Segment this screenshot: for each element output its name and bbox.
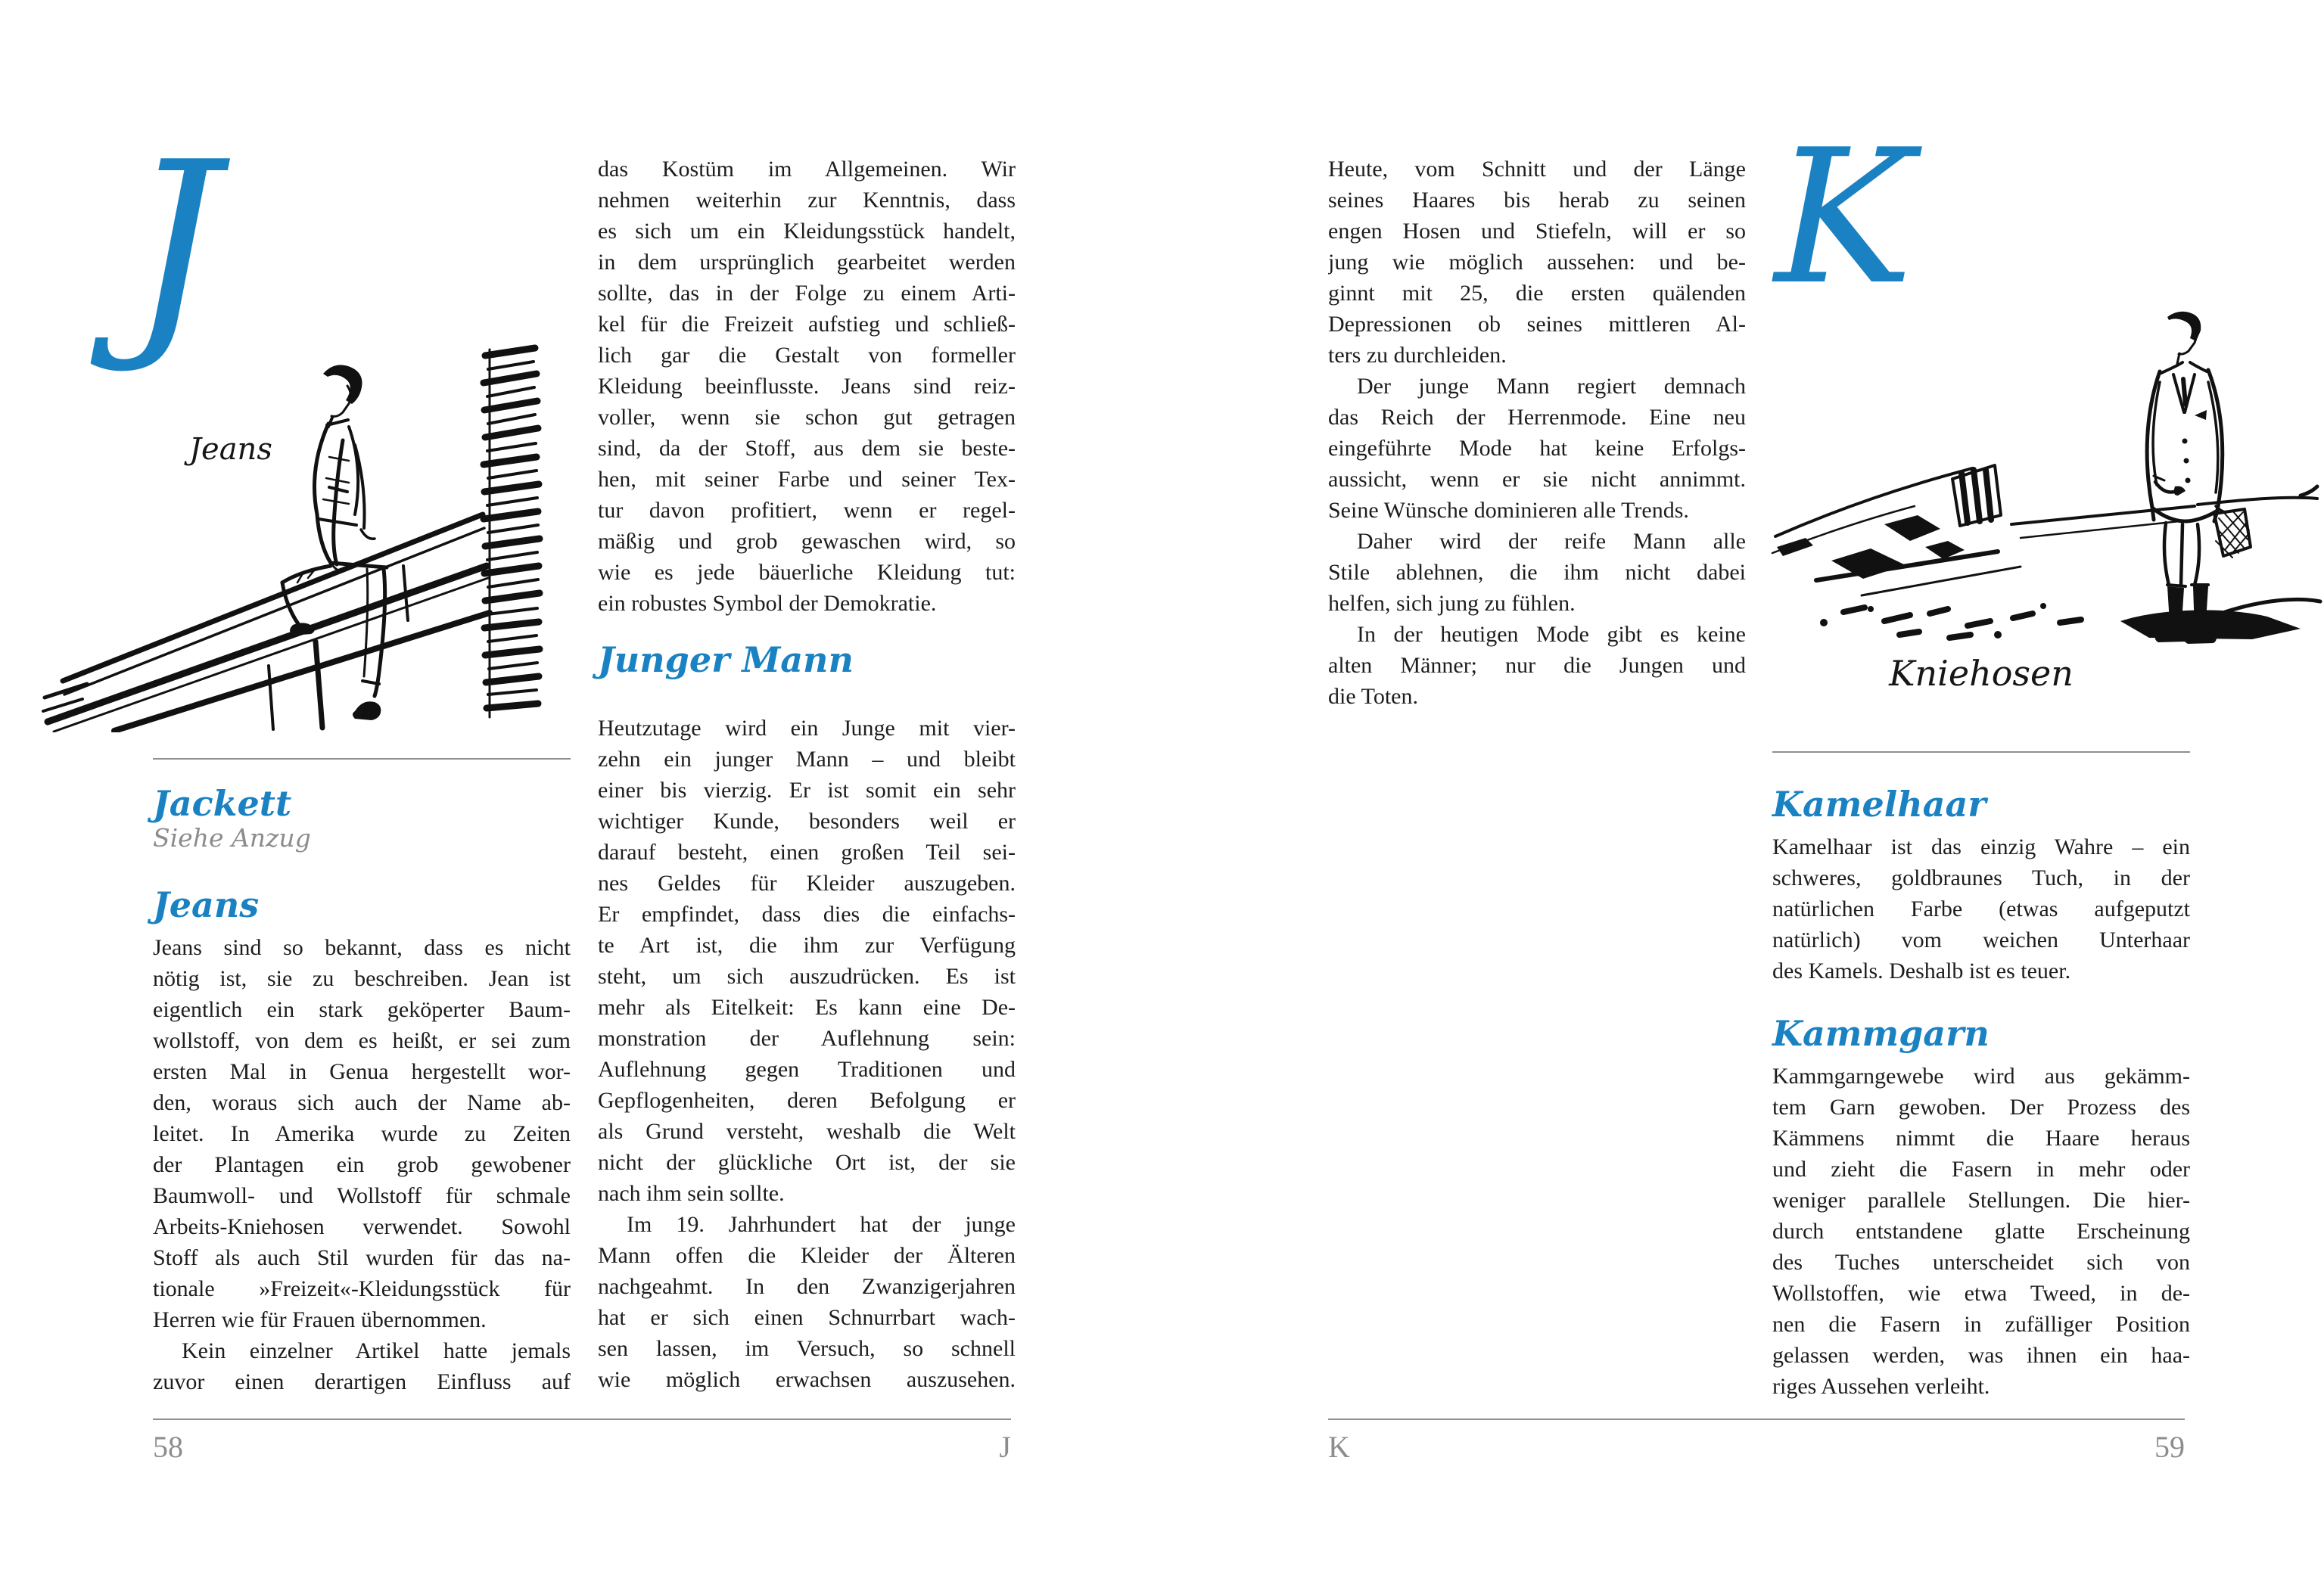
text-line: nachgeahmt. In den Zwanzigerjahren [598,1274,1016,1299]
left-page-column-2 [598,154,1016,1395]
text-line: Herren wie für Frauen übernommen. [153,1307,487,1332]
text-line: und zieht die Fasern in mehr oder [1772,1157,2190,1182]
page-number-right: 59 [2154,1430,2185,1464]
text-line: darauf besteht, einen großen Teil sei- [598,840,1016,865]
text-line: Er empfindet, dass dies die einfachs- [598,902,1016,927]
text-line: die Toten. [1328,684,1418,709]
text-line: Mann offen die Kleider der Älteren [598,1243,1016,1268]
section-letter-k: K [1775,110,1914,325]
footer-section-letter-left: J [999,1430,1011,1464]
text-line: des Kamels. Deshalb ist es teuer. [1772,959,2071,983]
text-line: Kamelhaar ist das einzig Wahre – ein [1772,834,2190,859]
text-line: wollstoff, von dem es heißt, er sei zum [153,1028,571,1053]
text-line: Gepflogenheiten, deren Befolgung er [598,1088,1016,1113]
text-line: tem Garn gewoben. Der Prozess des [1772,1095,2190,1120]
entry-heading-kammgarn: Kammgarn [1772,1013,1990,1054]
text-line: nes Geldes für Kleider auszugeben. [598,871,1016,896]
kniehosen-illustration [1771,297,2324,645]
text-line: Depressionen ob seines mittleren Al- [1328,312,1746,337]
right-page-footer [1328,1419,2185,1464]
text-line: sen lassen, im Versuch, so schnell [598,1336,1016,1361]
entry-heading-jackett: Jackett [153,783,292,824]
text-line: tur davon profitiert, wenn er regel- [598,498,1016,523]
text-line: nen die Fasern in zufälliger Position [1772,1312,2190,1337]
text-line: steht, um sich auszudrücken. Es ist [598,964,1016,989]
text-line: Daher wird der reife Mann alle [1357,529,1746,554]
text-line: gelassen werden, was ihnen ein haa- [1772,1343,2190,1368]
text-line: es sich um ein Kleidungsstück handelt, [598,219,1016,244]
text-line: eigentlich ein stark geköperter Baum- [153,997,571,1022]
text-line: Auflehnung gegen Traditionen und [598,1057,1016,1082]
entry-heading-junger-mann: Junger Mann [598,639,854,680]
text-line: wichtiger Kunde, besonders weil er [598,809,1016,834]
text-line: ters zu durchleiden. [1328,343,1507,368]
text-line: natürlichen Farbe (etwas aufgeputzt [1772,896,2190,921]
entry-divider [1772,751,2190,753]
text-line: das Reich der Herrenmode. Eine neu [1328,405,1746,430]
right-page-column-2 [1772,751,2190,1402]
text-line: wie es jede bäuerliche Kleidung tut: [598,560,1016,585]
text-line: schweres, goldbraunes Tuch, in der [1772,865,2190,890]
footer-section-letter-right: K [1328,1430,1350,1464]
fence-rails [43,514,490,732]
left-page-footer [153,1419,1011,1464]
text-line: eingeführte Mode hat keine Erfolgs- [1328,436,1746,461]
text-line: ginnt mit 25, die ersten quälenden [1328,281,1746,306]
text-line: nach ihm sein sollte. [598,1181,785,1206]
text-line: hen, mit seiner Farbe und seiner Tex- [598,467,1016,492]
text-line: weniger parallele Stellungen. Die hier- [1772,1188,2190,1213]
text-line: alten Männer; nur die Jungen und [1328,653,1746,678]
text-line: jung wie möglich aussehen: und be- [1328,250,1746,275]
text-line: nicht der glückliche Ort ist, der sie [598,1150,1016,1175]
text-line: des Tuches unterscheidet sich von [1772,1250,2190,1275]
text-line: als Grund versteht, weshalb die Welt [598,1119,1016,1144]
text-line: engen Hosen und Stiefeln, will er so [1328,219,1746,244]
text-line: lich gar die Gestalt von formeller [598,343,1016,368]
text-line: der Plantagen ein grob gewobener [153,1152,571,1177]
text-line: Stoff als auch Stil wurden für das na- [153,1245,571,1270]
entry-paragraph [153,1335,571,1397]
text-line: zehn ein junger Mann – und bleibt [598,747,1016,772]
entry-paragraph [1772,831,2190,987]
entry-heading-kamelhaar: Kamelhaar [1772,784,1986,825]
text-line: natürlich) vom weichen Unterhaar [1772,928,2190,952]
right-page-column-1 [1328,154,1746,712]
illustration-caption-kniehosen: Kniehosen [1889,653,2074,694]
text-line: seines Haares bis herab zu seinen [1328,188,1746,213]
entry-paragraph [1328,619,1746,712]
text-line: kel für die Freizeit aufstieg und schließ- [598,312,1016,337]
text-line: riges Aussehen verleiht. [1772,1374,1990,1399]
text-line: leitet. In Amerika wurde zu Zeiten [153,1121,571,1146]
entry-paragraph [598,713,1016,1209]
text-line: Im 19. Jahrhundert hat der junge [627,1212,1016,1237]
entry-crossref-note: Siehe Anzug [153,823,311,853]
text-line: Wollstoffen, wie etwa Tweed, in de- [1772,1281,2190,1306]
text-line: in dem ursprünglich gearbeitet werden [598,250,1016,275]
entry-divider [153,758,571,760]
text-line: mäßig und grob gewaschen wird, so [598,529,1016,554]
text-line: Kammgarngewebe wird aus gekämm- [1772,1064,2190,1089]
text-line: wie möglich erwachsen auszusehen. [598,1367,1016,1392]
text-line: Kein einzelner Artikel hatte jemals [182,1338,571,1363]
entry-paragraph [1772,1061,2190,1402]
text-line: In der heutigen Mode gibt es keine [1357,622,1746,647]
entry-heading-jeans: Jeans [153,884,260,925]
illustration-caption-jeans: Jeans [189,432,272,467]
standing-figure [2147,312,2251,644]
text-line: Seine Wünsche dominieren alle Trends. [1328,498,1689,523]
text-line: nötig ist, sie zu beschreiben. Jean ist [153,966,571,991]
text-line: helfen, sich jung zu fühlen. [1328,591,1576,616]
jeans-illustration [42,339,571,732]
text-line: sind, da der Stoff, aus dem sie beste- [598,436,1016,461]
entry-paragraph [1328,371,1746,526]
text-line: nehmen weiterhin zur Kenntnis, dass [598,188,1016,213]
text-line: tionale »Freizeit«-Kleidungsstück für [153,1276,571,1301]
text-line: Kleidung beeinflusste. Jeans sind reiz- [598,374,1016,399]
text-line: voller, wenn sie schon gut getragen [598,405,1016,430]
entry-paragraph [598,1209,1016,1395]
text-line: das Kostüm im Allgemeinen. Wir [598,157,1016,182]
text-line: durch entstandene glatte Erscheinung [1772,1219,2190,1244]
entry-paragraph [598,154,1016,619]
text-line: Der junge Mann regiert demnach [1357,374,1746,399]
text-line: Jeans sind so bekannt, dass es nicht [153,935,571,960]
sitting-figure [282,365,387,720]
entry-paragraph [1328,154,1746,371]
text-line: hat er sich einen Schnurrbart wach- [598,1305,1016,1330]
section-letter-j: J [129,113,220,378]
fence-post-hatching [484,348,540,717]
entry-paragraph [1328,526,1746,619]
text-line: Kämmens nimmt die Haare heraus [1772,1126,2190,1151]
text-line: sollte, das in der Folge zu einem Arti- [598,281,1016,306]
text-line: mehr als Eitelkeit: Es kann eine De- [598,995,1016,1020]
text-line: Stile ablehnen, die ihm nicht dabei [1328,560,1746,585]
text-line: Baumwoll- und Wollstoff für schmale [153,1183,571,1208]
text-line: Arbeits-Kniehosen verwendet. Sowohl [153,1214,571,1239]
text-line: te Art ist, die ihm zur Verfügung [598,933,1016,958]
text-line: einer bis vierzig. Er ist somit ein sehr [598,778,1016,803]
text-line: zuvor einen derartigen Einfluss auf [153,1369,571,1394]
entry-paragraph [153,932,571,1335]
text-line: Heute, vom Schnitt und der Länge [1328,157,1746,182]
text-line: den, woraus sich auch der Name ab- [153,1090,571,1115]
text-line: monstration der Auflehnung sein: [598,1026,1016,1051]
page-number-left: 58 [153,1430,183,1464]
left-page-column-1 [153,758,571,1397]
text-line: ein robustes Symbol der Demokratie. [598,591,937,616]
text-line: aussicht, wenn er sie nicht annimmt. [1328,467,1746,492]
text-line: ersten Mal in Genua hergestellt wor- [153,1059,571,1084]
text-line: Heutzutage wird ein Junge mit vier- [598,716,1016,741]
